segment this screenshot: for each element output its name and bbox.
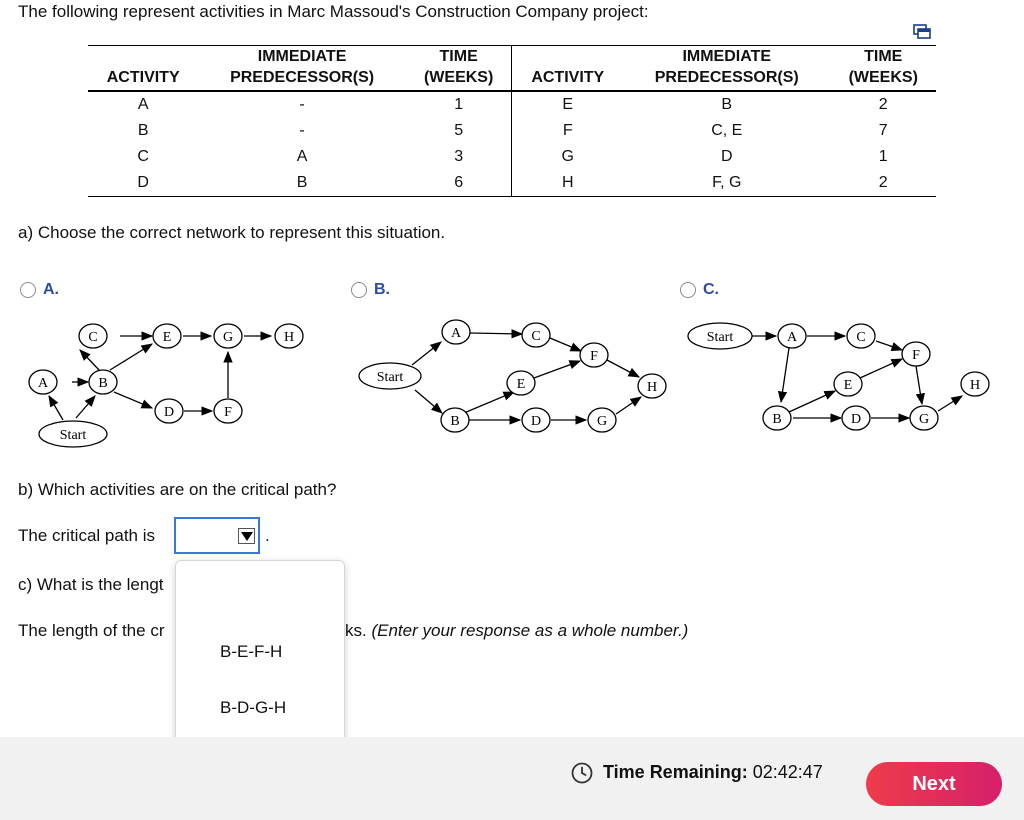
option-c-radio[interactable] — [680, 282, 696, 298]
node-label: F — [590, 349, 598, 364]
dropdown-option[interactable]: B-D-G-H — [220, 698, 287, 717]
header-activity-r: ACTIVITY — [512, 67, 623, 91]
cell-time: 3 — [454, 148, 464, 165]
node-label: H — [646, 380, 658, 395]
network-option-b — [359, 320, 666, 432]
dropdown-option[interactable]: B-E-F-H — [220, 642, 283, 661]
clock-icon — [571, 762, 593, 784]
node-label: H — [283, 330, 295, 345]
question-b: b) Which activities are on the critical path? — [18, 480, 337, 499]
node-label: A — [450, 326, 462, 341]
cell-pred: D — [720, 148, 733, 165]
node-label: Start — [59, 428, 87, 443]
node-label: H — [969, 378, 981, 393]
header-time-l1: TIME — [406, 46, 512, 68]
next-button[interactable]: Next — [866, 762, 1002, 806]
header-time-r1: TIME — [830, 46, 936, 68]
cell-time: 2 — [878, 96, 888, 113]
cell-time: 1 — [878, 148, 888, 165]
cell-pred: - — [299, 96, 305, 113]
header-time-r2: (WEEKS) — [830, 67, 936, 91]
critical-path-label: The critical path is — [18, 526, 155, 545]
length-label: The length of the cr — [18, 621, 165, 640]
node-label: C — [856, 330, 866, 345]
table-row — [88, 91, 936, 118]
option-a-radio[interactable] — [20, 282, 36, 298]
cell-activity: G — [512, 144, 623, 170]
cell-activity: D — [88, 170, 198, 197]
node-label: D — [163, 405, 175, 420]
header-pred-l2: PREDECESSOR(S) — [198, 67, 405, 91]
node-label: G — [222, 330, 234, 345]
header-time-l2: (WEEKS) — [406, 67, 512, 91]
node-label: A — [37, 376, 49, 391]
node-label: C — [531, 329, 541, 344]
cell-pred: B — [198, 170, 405, 197]
cell-activity: C — [137, 148, 149, 165]
cell-time: 6 — [406, 170, 512, 197]
node-label: B — [772, 412, 782, 427]
cell-pred: F, G — [623, 170, 830, 197]
period: . — [265, 526, 270, 545]
header-pred-r1: IMMEDIATE — [623, 46, 830, 68]
node-label: F — [224, 405, 232, 420]
node-label: A — [786, 330, 798, 345]
cell-pred: - — [299, 122, 305, 139]
cell-activity: F — [512, 118, 623, 144]
problem-intro: The following represent activities in Marc Massoud's Construction Company project: — [18, 2, 649, 21]
node-label: G — [918, 412, 930, 427]
node-label: Start — [706, 330, 734, 345]
option-b-radio[interactable] — [351, 282, 367, 298]
cell-pred: C, E — [711, 122, 743, 139]
node-label: E — [516, 377, 526, 392]
network-diagrams — [0, 300, 1024, 460]
activity-table — [88, 45, 936, 197]
node-label: B — [98, 376, 108, 391]
node-label: G — [596, 414, 608, 429]
cell-activity: E — [512, 91, 623, 118]
node-label: F — [912, 348, 920, 363]
question-a: a) Choose the correct network to represent this situation. — [18, 223, 446, 242]
time-remaining — [603, 762, 823, 783]
critical-path-select[interactable] — [174, 517, 260, 554]
question-c: c) What is the lengt — [18, 575, 164, 594]
dropdown-arrow-icon[interactable] — [238, 528, 255, 544]
node-label: B — [450, 414, 460, 429]
cell-time: 5 — [454, 122, 464, 139]
cell-pred: A — [296, 148, 308, 165]
cell-activity: B — [137, 122, 149, 139]
cell-time: 2 — [830, 170, 936, 197]
table-row — [88, 118, 936, 144]
node-label: D — [850, 412, 862, 427]
table-row — [88, 170, 936, 197]
cell-time: 7 — [878, 122, 888, 139]
node-label: E — [162, 330, 172, 345]
node-label: E — [843, 378, 853, 393]
option-a-label[interactable]: A. — [43, 281, 59, 298]
timer-label: Time Remaining: — [603, 762, 748, 782]
cell-pred: B — [721, 96, 733, 113]
length-hint: (Enter your response as a whole number.) — [371, 621, 689, 640]
header-activity-l: ACTIVITY — [88, 67, 198, 91]
option-b-label[interactable]: B. — [374, 281, 390, 298]
copy-icon[interactable] — [913, 24, 931, 40]
option-c-label[interactable]: C. — [703, 281, 719, 298]
cell-activity: H — [512, 170, 623, 197]
node-label: D — [530, 414, 542, 429]
node-label: Start — [376, 370, 404, 385]
cell-time: 1 — [454, 96, 464, 113]
length-tail — [345, 621, 688, 641]
header-pred-l1: IMMEDIATE — [198, 46, 405, 68]
length-unit: ks. — [345, 621, 367, 640]
cell-activity: A — [137, 96, 149, 113]
table-row — [88, 144, 936, 170]
node-label: C — [88, 330, 98, 345]
header-pred-r2: PREDECESSOR(S) — [623, 67, 830, 91]
timer-value: 02:42:47 — [752, 762, 823, 782]
